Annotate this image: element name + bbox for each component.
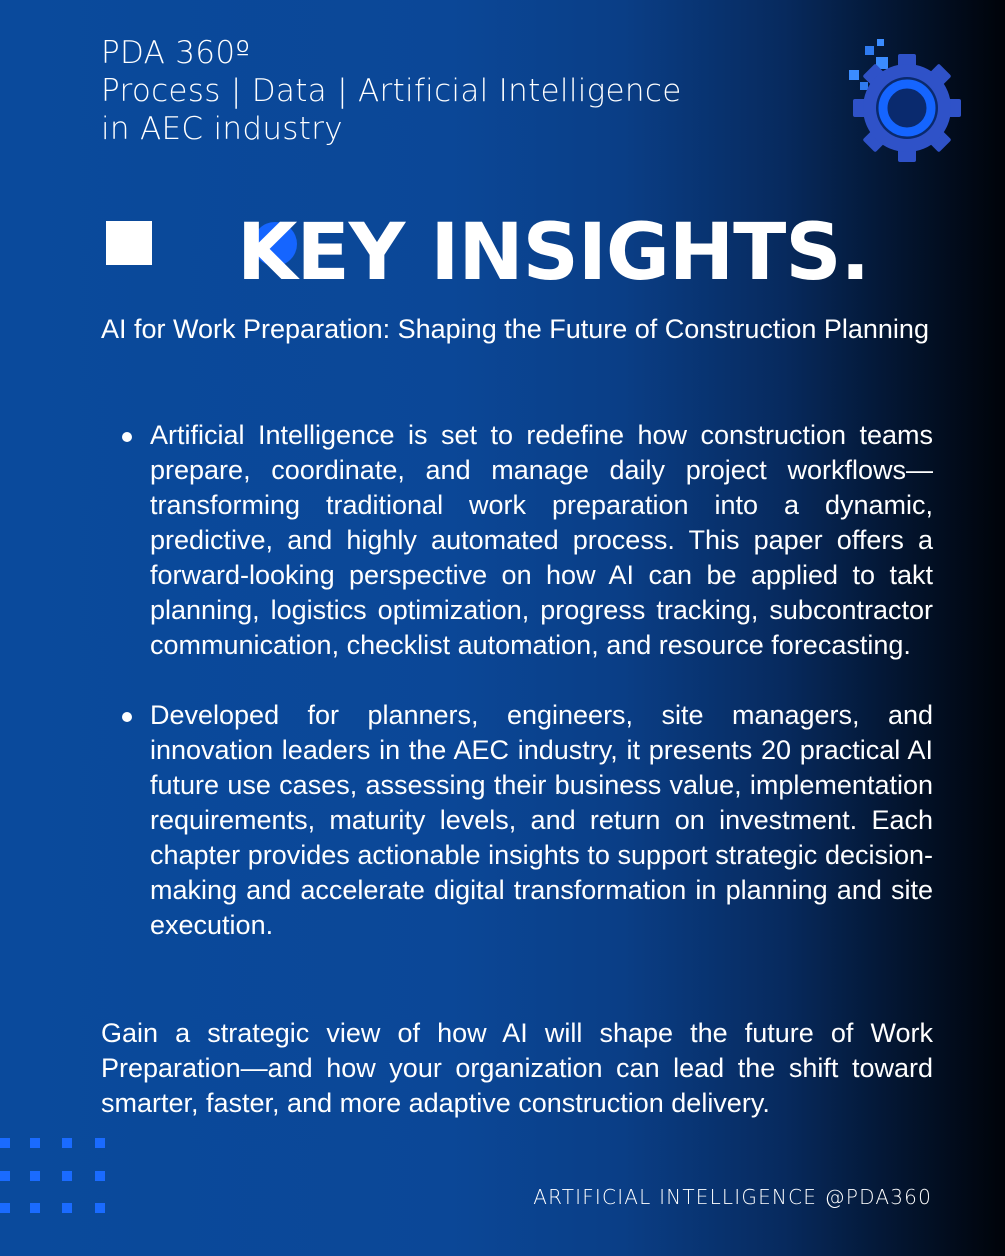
decorative-dot-grid	[0, 1138, 110, 1218]
footer-handle: ARTIFICIAL INTELLIGENCE @PDA360	[533, 1185, 932, 1209]
subtitle: AI for Work Preparation: Shaping the Future of Construction Planning	[101, 314, 929, 344]
closing-paragraph: Gain a strategic view of how AI will shape the future of Work Preparation—and how your organization can lead the shift toward smarter, faster, and more adaptive construction delivery.	[101, 1018, 933, 1118]
title-row	[104, 205, 964, 305]
gear-with-pixels-icon	[845, 38, 965, 163]
list-item: Developed for planners, engineers, site managers, and innovation leaders in the AEC industry, it presents 20 practical AI future use cases, assessing their business value, implementation requirements, maturity levels, and return on investment. Each chapter provides actionable insights to support strategic decision-making and accelerate digital transformation in planning and site execution.	[101, 698, 933, 943]
header	[101, 34, 741, 148]
brand-name: PDA 360º	[101, 35, 251, 71]
brand-tagline: Process | Data | Artificial Intelligence	[101, 73, 682, 109]
white-square-icon	[106, 221, 152, 265]
insights-list	[101, 418, 933, 978]
page-title: KEY INSIGHTS.	[237, 208, 870, 298]
brand-industry: in AEC industry	[101, 111, 343, 147]
list-item: Artificial Intelligence is set to redefine how construction teams prepare, coordinate, and manage daily project workflows—transforming traditional work preparation into a dynamic, predictive, and highly automated process. This paper offers a forward-looking perspective on how AI can be applied to takt planning, logistics optimization, progress tracking, subcontractor communication, checklist automation, and resource forecasting.	[101, 418, 933, 663]
